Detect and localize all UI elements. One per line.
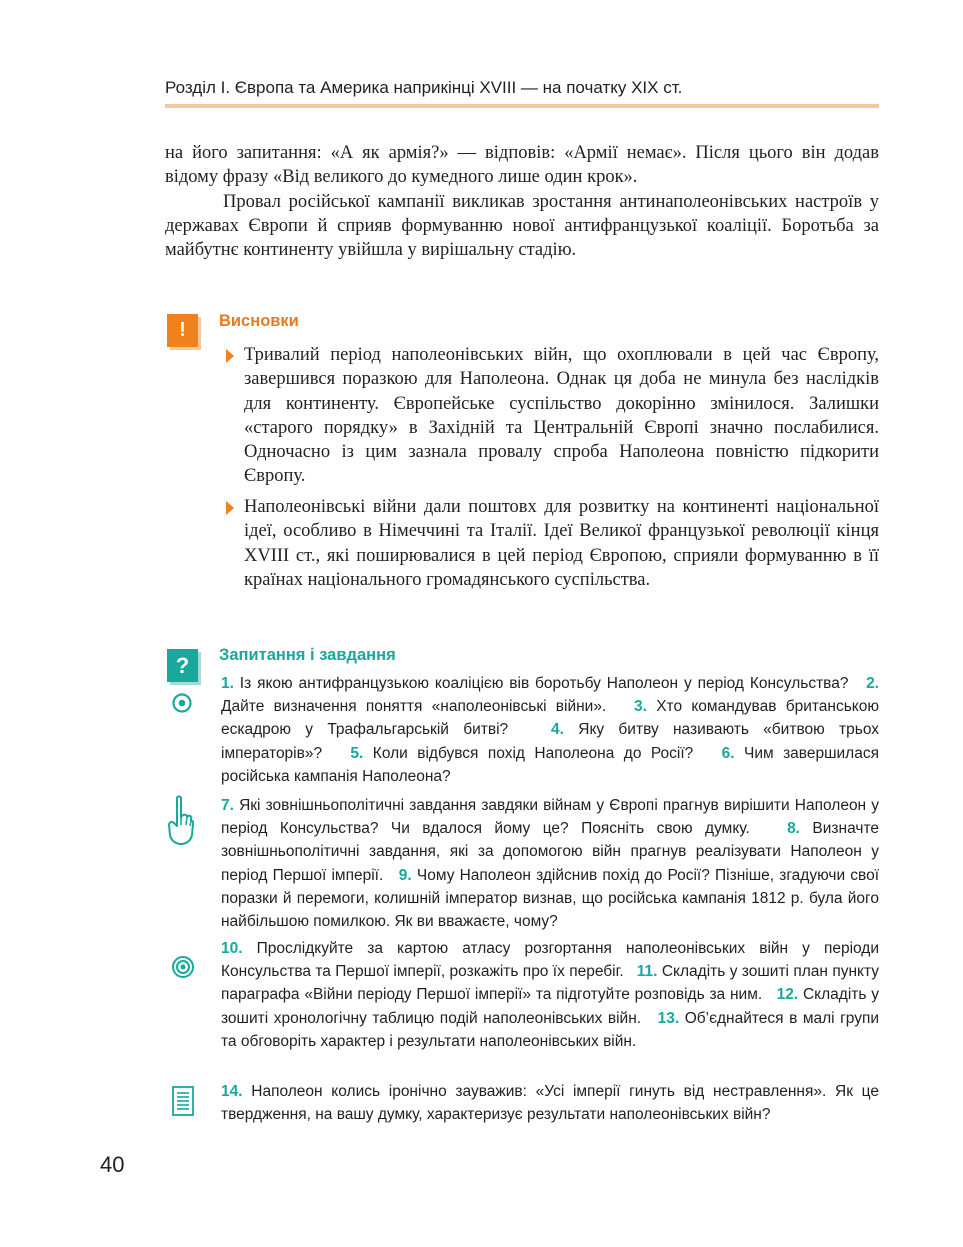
task-number: 3.: [634, 698, 647, 716]
task-number: 13.: [657, 1009, 680, 1027]
task-text: Які зовнішньополітичні завдання завдяки війнам у Європі прагнув вирішити Наполеон у період Консульства? Чи вдалося йому це? Поясніть свою думку.: [221, 797, 880, 838]
task-group-4: [221, 1080, 879, 1126]
bullet-triangle-icon: [226, 349, 234, 363]
task-text: Із якою антифранцузькою коаліцією вів боротьбу Наполеон у період Консульства?: [239, 675, 849, 692]
task-text: Об’єднайтеся в малі групи та обговоріть характер і результати наполеонівських війн.: [221, 1009, 879, 1050]
intro-paragraph-1: на його запитання: «А як армія?» — відповів: «Армії немає». Після цього він додав відому фразу «Від великого до кумедного лише один крок».: [165, 143, 879, 188]
task-text: Прослідкуйте за картою атласу розгортання наполеонівських війн у періоди Консульства та Першої імперії, розкажіть про їх перебіг.: [221, 940, 879, 981]
task-group-2: [221, 794, 879, 933]
task-text: Складіть у зошиті план пункту параграфа «Війни періоду Першої імперії» та підготуйте розповідь за ним.: [221, 963, 880, 1004]
question-mark-icon: ?: [167, 649, 198, 682]
questions-title: Запитання і завдання: [219, 646, 396, 664]
running-header: Розділ I. Європа та Америка наприкінці XVIII — на початку XIX ст.: [165, 78, 683, 97]
task-number: 4.: [551, 721, 564, 739]
bullet-triangle-icon: [226, 501, 234, 515]
task-text: Визначте зовнішньополітичні завдання, які за допомогою війн прагнув реалізувати Наполеон у період Першої імперії.: [221, 820, 879, 884]
task-number: 1.: [221, 675, 234, 692]
intro-text: [165, 141, 879, 262]
task-number: 14.: [221, 1083, 243, 1100]
task-text: Складіть у зошиті хронологічну таблицю подій наполеонівських війн.: [221, 986, 879, 1027]
task-number: 5.: [350, 744, 364, 762]
task-number: 8.: [787, 820, 800, 838]
conclusions-title: Висновки: [219, 312, 299, 330]
task-number: 9.: [398, 866, 412, 884]
conclusion-item-text: Наполеонівські війни дали поштовх для розвитку на континенті національної ідеї, особливо в Німеччині та Італії. Ідеї Великої французької революції кінця XVIII ст., які поширювалися в цей період Європою, сприяли формуванню в її країнах національного громадянського суспільства.: [244, 497, 879, 590]
task-text: Дайте визначення поняття «наполеонівські війни».: [221, 698, 607, 716]
conclusion-item: [244, 343, 879, 489]
document-lines-icon: [172, 1086, 194, 1116]
task-number: 6.: [721, 744, 735, 762]
task-number: 2.: [866, 675, 879, 692]
exclamation-icon: !: [167, 314, 198, 347]
concentric-target-icon: [171, 955, 195, 979]
conclusion-item: [244, 495, 879, 592]
task-text: Яку битву називають «битвою трьох імператорів»?: [221, 721, 880, 762]
task-group-3: [221, 937, 879, 1053]
conclusion-item-text: Тривалий період наполеонівських війн, що охоплювали в цей час Європу, завершився поразкою для Наполеона. Однак ця доба не минула без наслідків для континенту. Європейське суспільство докорінно змінилося. Залишки «старого порядку» в Західній та Центральній Європі значно послабилися. Одночасно із цим зазнала провалу спроба Наполеона повністю підкорити Європу.: [244, 345, 879, 487]
task-number: 7.: [221, 797, 234, 814]
task-number: 11.: [636, 963, 658, 981]
task-number: 10.: [221, 940, 243, 957]
task-text: Хто командував британською ескадрою у Трафальгарській битві?: [221, 698, 880, 739]
page-number: 40: [100, 1152, 125, 1177]
target-dot-icon: [171, 692, 193, 714]
task-text: Наполеон колись іронічно зауважив: «Усі імперії гинуть від нестравлення». Як це твердження, на вашу думку, характеризує результати наполеонівських війн?: [221, 1083, 879, 1124]
task-group-1: [221, 672, 879, 788]
pointing-hand-icon: [166, 795, 194, 847]
intro-paragraph-2: Провал російської кампанії викликав зростання антинаполеонівських настроїв у державах Європи й сприяв формуванню нової антифранцузької коаліції. Боротьба за майбутнє континенту увійшла у вирішальну стадію.: [165, 191, 879, 261]
task-number: 12.: [776, 986, 799, 1004]
task-text: Чим завершилася російська кампанія Наполеона?: [221, 744, 879, 785]
task-text: Чому Наполеон здійснив похід до Росії? Пізніше, згадуючи свої поразки й перемоги, колишній імператор визнав, що російська кампанія 1812 р. була його найбільшою помилкою. Як ви вважаєте, чому?: [221, 866, 880, 931]
task-text: Коли відбувся похід Наполеона до Росії?: [372, 744, 694, 762]
header-rule: [165, 104, 879, 108]
